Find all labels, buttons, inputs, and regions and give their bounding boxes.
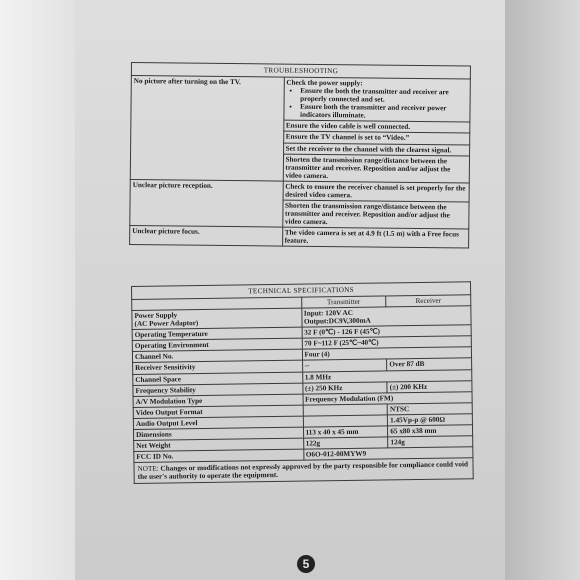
spec-label: Channel No. — [132, 349, 302, 362]
solution-text: Shorten the transmission range/distance between the transmitter and receiver. Reposition and/or adjust the video camera. — [284, 201, 450, 227]
spec-transmitter: 113 x 40 x 45 mm — [303, 426, 388, 438]
troubleshooting-row — [130, 179, 469, 202]
column-header-transmitter: Transmitter — [301, 296, 386, 308]
spec-transmitter: -- — [302, 359, 387, 371]
solution-cell — [283, 77, 470, 122]
page-number-badge: 5 — [297, 555, 315, 573]
troubleshooting-row — [131, 76, 470, 123]
spec-value: 1.8 MHz — [302, 369, 472, 382]
spec-transmitter: (±) 250 KHz — [302, 381, 387, 393]
troubleshooting-table — [129, 62, 471, 249]
tech-specs-title: TECHNICAL SPECIFICATIONS — [132, 282, 471, 300]
background-left — [0, 0, 75, 580]
spec-label: Audio Output Level — [133, 416, 303, 429]
spec-label: Dimensions — [134, 427, 304, 440]
column-header-receiver: Receiver — [386, 295, 471, 307]
solution-cell — [282, 200, 469, 229]
background-right — [505, 0, 580, 580]
tech-specs-section — [131, 281, 475, 567]
solution-cell — [283, 181, 470, 202]
note-label: NOTE: — [137, 464, 159, 473]
troubleshooting-body — [130, 76, 471, 249]
spec-transmitter: 122g — [303, 437, 388, 449]
problem-cell: No picture after turning on the TV. — [130, 76, 284, 181]
solution-text: Check the power supply: — [286, 78, 363, 88]
tech-specs-body — [132, 306, 473, 463]
spec-receiver: 124g — [388, 436, 473, 448]
spec-label: FCC ID No. — [134, 449, 304, 462]
solution-bullet: • Ensure both the transmitter and receiver power indicators illuminate. — [300, 103, 468, 121]
problem-cell: Unclear picture reception. — [130, 179, 283, 227]
spec-receiver: NTSC — [387, 402, 472, 414]
spec-label: Receiver Sensitivity — [133, 361, 303, 374]
troubleshooting-row — [130, 226, 469, 249]
spec-label: Frequency Stability — [133, 383, 303, 396]
spec-label: Power Supply (AC Power Adaptor) — [132, 308, 302, 329]
spec-label: Channel Space — [133, 372, 303, 385]
spec-receiver: 65 x80 x38 mm — [388, 425, 473, 437]
problem-cell: Unclear picture focus. — [130, 226, 283, 247]
solution-bullet: • Ensure the both the transmitter and receiver are properly connected and set. — [300, 87, 468, 105]
solution-text: Shorten the transmission range/distance between the transmitter and receiver. Reposition and/or adjust the video camera. — [285, 155, 451, 180]
solution-cell — [282, 227, 469, 248]
troubleshooting-section — [129, 62, 471, 277]
spec-receiver: Over 87 dB — [387, 358, 472, 370]
solution-text: Check to ensure the receiver channel is set properly for the desired video camera. — [285, 182, 466, 200]
spec-label: Operating Temperature — [132, 327, 302, 340]
solution-text: The video camera is set at 4.9 ft (1.5 m) with a Free focus feature. — [284, 228, 459, 245]
solution-text: Set the receiver to the channel with the clearest signal. — [285, 144, 452, 154]
spec-value: Input: 120V AC Output:DC9V,300mA — [301, 306, 471, 327]
compliance-note — [133, 458, 473, 484]
note-text: Changes or modifications not expressly approved by the party responsible for compliance could void the user's authority to operate the equipment. — [137, 460, 468, 481]
spec-label: Video Output Format — [133, 405, 303, 418]
spec-receiver: 1.45Vp-p @ 600Ω — [388, 413, 473, 425]
troubleshooting-title: TROUBLESHOOTING — [131, 63, 470, 80]
spec-label: Operating Environment — [132, 338, 302, 351]
spec-label: A/V Modulation Type — [133, 394, 303, 407]
tech-specs-table — [131, 281, 473, 463]
spec-value: 32 F (0℃) - 126 F (45℃) — [302, 325, 472, 338]
spec-label: Net Weight — [134, 438, 304, 451]
solution-text: Ensure the video cable is well connected. — [285, 122, 411, 132]
solution-bullets — [286, 87, 468, 121]
spec-value: Frequency Modulation (FM) — [303, 391, 473, 404]
solution-text: Ensure the TV channel is set to “Video.” — [285, 133, 410, 143]
solution-cell — [283, 154, 470, 183]
spec-value: 70 F~112 F (25℃~40℃) — [302, 336, 472, 349]
spec-receiver: (±) 200 KHz — [387, 380, 472, 392]
spec-value: Four (4) — [302, 347, 472, 360]
spec-value: O6O-012-00MYW9 — [303, 447, 473, 460]
